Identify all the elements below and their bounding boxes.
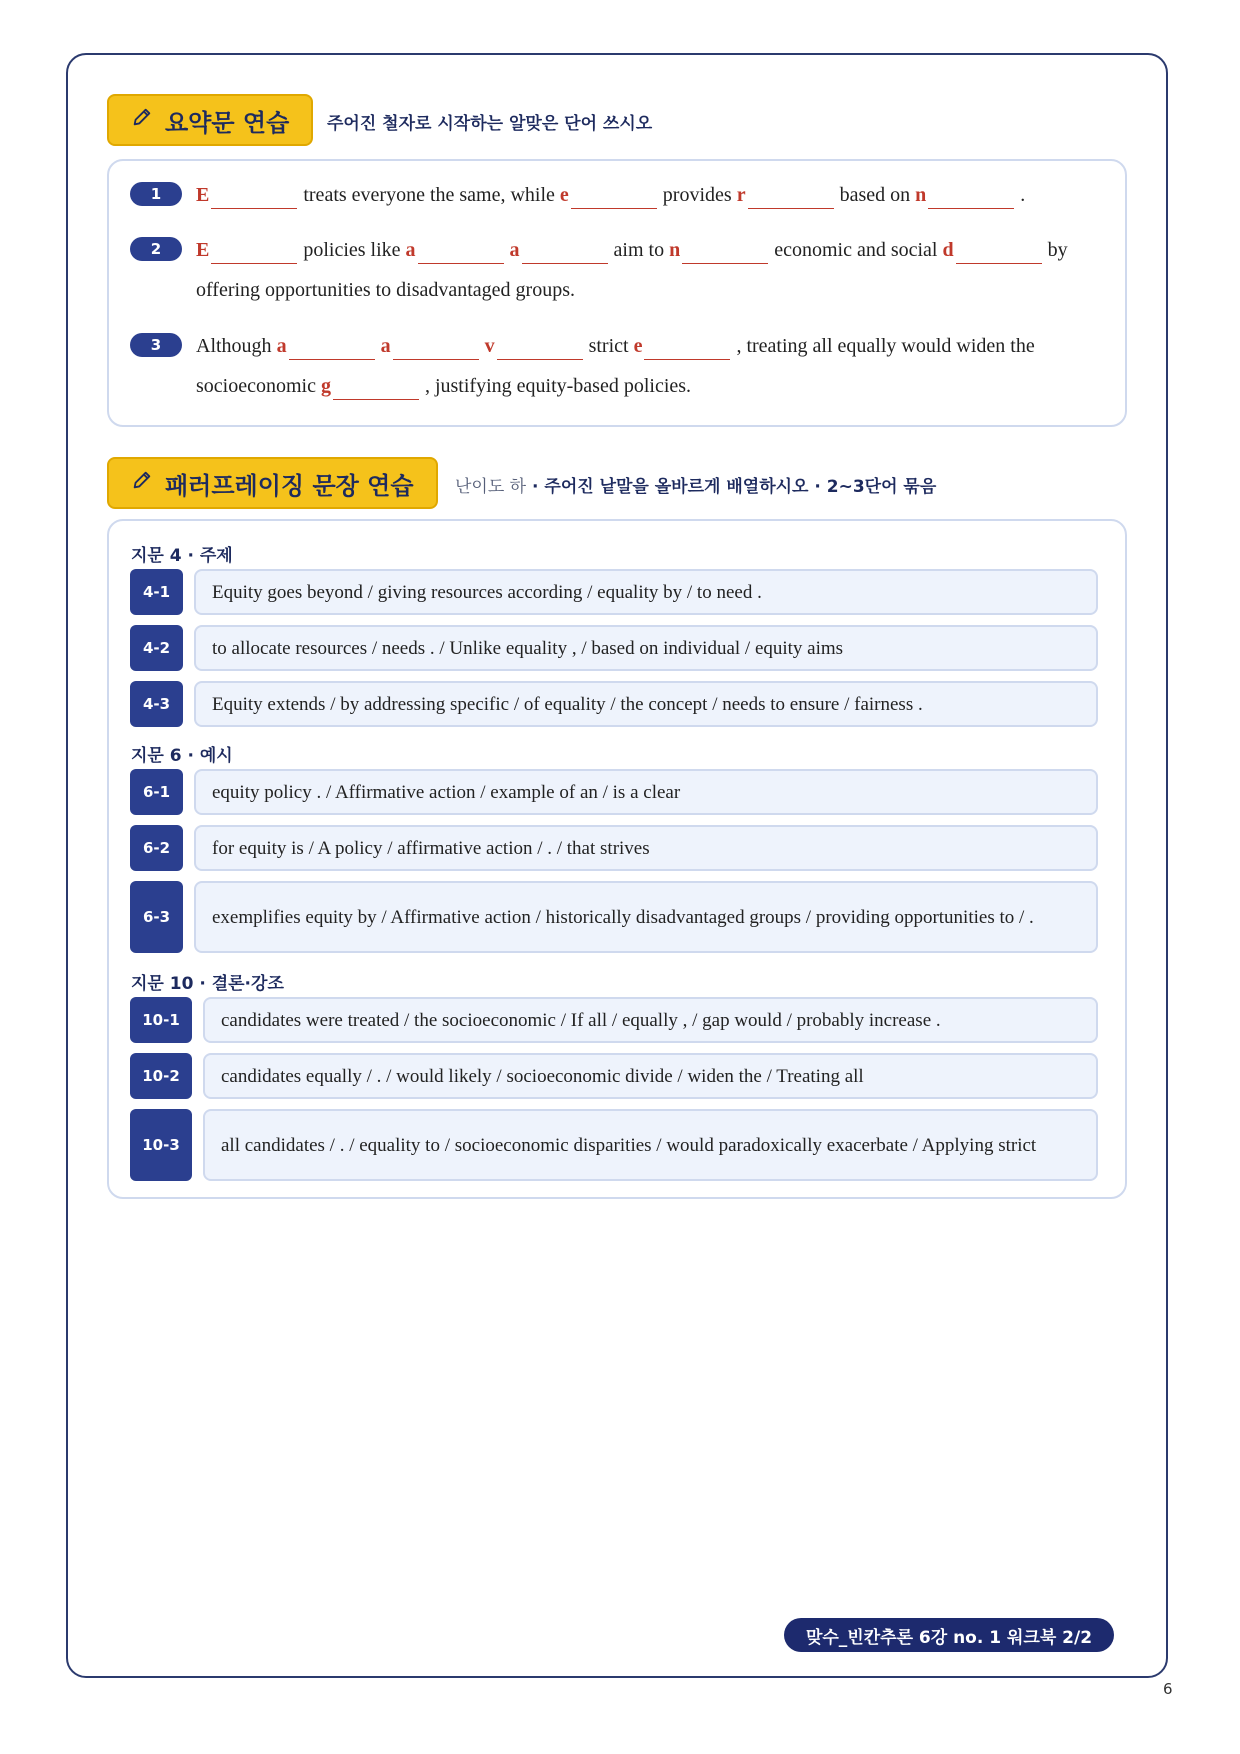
question-number: 6-1 bbox=[130, 769, 183, 815]
answer-blank[interactable] bbox=[748, 182, 834, 209]
sentence-text: Although bbox=[196, 335, 277, 357]
hint-letter: v bbox=[484, 335, 495, 357]
answer-blank[interactable] bbox=[289, 333, 375, 360]
answer-blank[interactable] bbox=[571, 182, 657, 209]
summary-number: 2 bbox=[130, 237, 182, 261]
footer-badge: 맞수_빈칸추론 6강 no. 1 워크북 2/2 bbox=[784, 1618, 1114, 1652]
group-title: 지문 4 · 주제 bbox=[131, 546, 233, 566]
sentence-text: provides bbox=[662, 184, 737, 206]
pencil-icon bbox=[131, 469, 153, 497]
hint-letter: e bbox=[559, 184, 569, 206]
hint-letter: g bbox=[320, 375, 331, 397]
question-row bbox=[130, 625, 1098, 671]
question-row bbox=[130, 997, 1098, 1043]
question-text: candidates equally / . / would likely / socioeconomic divide / widen the / Treating all bbox=[203, 1053, 1098, 1099]
question-row bbox=[130, 569, 1098, 615]
question-text: exemplifies equity by / Affirmative action / historically disadvantaged groups / providing opportunities to / . bbox=[194, 881, 1098, 953]
summary-number: 3 bbox=[130, 333, 182, 357]
answer-blank[interactable] bbox=[393, 333, 479, 360]
answer-blank[interactable] bbox=[522, 237, 608, 264]
sentence-text: aim to bbox=[613, 239, 670, 261]
answer-blank[interactable] bbox=[418, 237, 504, 264]
sentence-text: strict bbox=[588, 335, 634, 357]
summary-text-2 bbox=[196, 230, 1106, 310]
question-text: candidates were treated / the socioeconomic / If all / equally , / gap would / probably increase . bbox=[203, 997, 1098, 1043]
summary-section-title: 요약문 연습 bbox=[165, 108, 290, 137]
question-row bbox=[130, 825, 1098, 871]
question-text: Equity extends / by addressing specific / of equality / the concept / needs to ensure / fairness . bbox=[194, 681, 1098, 727]
question-number: 10-2 bbox=[130, 1053, 192, 1099]
sentence-text: . bbox=[1020, 184, 1026, 206]
answer-blank[interactable] bbox=[211, 237, 297, 264]
group-title: 지문 6 · 예시 bbox=[131, 746, 233, 766]
question-text: all candidates / . / equality to / socioeconomic disparities / would paradoxically exacerbate / Applying strict bbox=[203, 1109, 1098, 1181]
hint-letter: d bbox=[942, 239, 954, 261]
sentence-text: policies like bbox=[303, 239, 406, 261]
summary-text-3 bbox=[196, 326, 1106, 406]
answer-blank[interactable] bbox=[211, 182, 297, 209]
group-title: 지문 10 · 결론·강조 bbox=[131, 974, 284, 994]
question-text: to allocate resources / needs . / Unlike equality , / based on individual / equity aims bbox=[194, 625, 1098, 671]
paraphrase-section-title: 패러프레이징 문장 연습 bbox=[165, 471, 414, 500]
sentence-text: treats everyone the same, while bbox=[303, 184, 560, 206]
paraphrase-instruction bbox=[455, 472, 936, 497]
summary-text-1 bbox=[196, 175, 1106, 215]
answer-blank[interactable] bbox=[333, 373, 419, 400]
sentence-text: economic and social bbox=[774, 239, 943, 261]
question-row bbox=[130, 881, 1098, 953]
question-row bbox=[130, 1109, 1098, 1181]
question-number: 4-1 bbox=[130, 569, 183, 615]
sentence-text: , justifying equity-based policies. bbox=[424, 375, 692, 397]
question-text: equity policy . / Affirmative action / example of an / is a clear bbox=[194, 769, 1098, 815]
hint-letter: a bbox=[405, 239, 416, 261]
hint-letter: n bbox=[669, 239, 681, 261]
question-number: 10-1 bbox=[130, 997, 192, 1043]
hint-letter: a bbox=[276, 335, 287, 357]
question-row bbox=[130, 1053, 1098, 1099]
hint-letter: E bbox=[196, 239, 210, 261]
sentence-text: based on bbox=[839, 184, 916, 206]
pencil-icon bbox=[131, 106, 153, 134]
hint-letter: E bbox=[196, 184, 210, 206]
hint-letter: n bbox=[915, 184, 927, 206]
question-row bbox=[130, 681, 1098, 727]
summary-instruction: 주어진 철자로 시작하는 알맞은 단어 쓰시오 bbox=[327, 114, 653, 134]
question-number: 4-2 bbox=[130, 625, 183, 671]
instruction-text: · 주어진 낱말을 올바르게 배열하시오 · 2~3단어 묶음 bbox=[532, 477, 937, 497]
hint-letter: r bbox=[736, 184, 746, 206]
sentence-text: , treating all equally would widen the socioeconomic bbox=[196, 335, 1035, 397]
answer-blank[interactable] bbox=[682, 237, 768, 264]
question-text: Equity goes beyond / giving resources according / equality by / to need . bbox=[194, 569, 1098, 615]
difficulty-label: 난이도 하 bbox=[455, 477, 527, 497]
hint-letter: a bbox=[509, 239, 520, 261]
answer-blank[interactable] bbox=[644, 333, 730, 360]
question-number: 4-3 bbox=[130, 681, 183, 727]
question-text: for equity is / A policy / affirmative action / . / that strives bbox=[194, 825, 1098, 871]
sentence-text: by offering opportunities to disadvantaged groups. bbox=[196, 239, 1068, 301]
question-row bbox=[130, 769, 1098, 815]
page-number: 6 bbox=[1163, 1680, 1173, 1698]
hint-letter: a bbox=[380, 335, 391, 357]
answer-blank[interactable] bbox=[956, 237, 1042, 264]
summary-section-tab bbox=[107, 94, 313, 146]
hint-letter: e bbox=[633, 335, 643, 357]
summary-number: 1 bbox=[130, 182, 182, 206]
question-number: 10-3 bbox=[130, 1109, 192, 1181]
answer-blank[interactable] bbox=[497, 333, 583, 360]
answer-blank[interactable] bbox=[928, 182, 1014, 209]
paraphrase-section-tab bbox=[107, 457, 438, 509]
question-number: 6-3 bbox=[130, 881, 183, 953]
question-number: 6-2 bbox=[130, 825, 183, 871]
